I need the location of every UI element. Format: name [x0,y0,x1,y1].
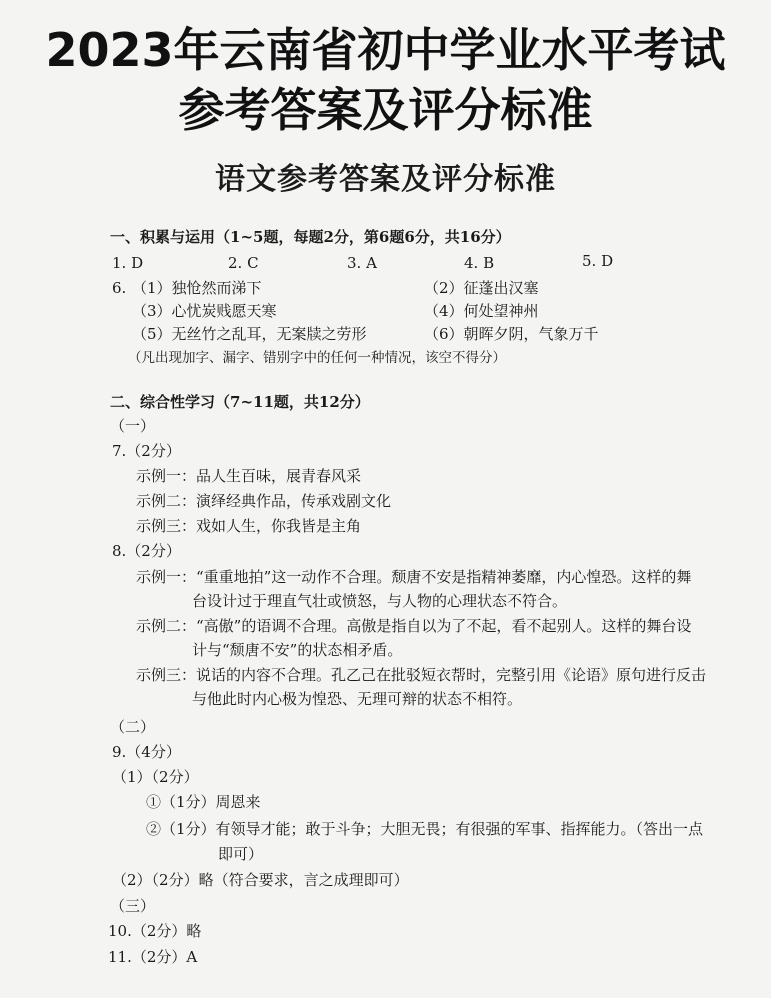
q8-label: 8.（2分） [112,542,181,560]
q6-scoring-note: （凡出现加字、漏字、错别字中的任何一种情况，该空不得分） [128,350,506,366]
q6-number: 6. [112,279,127,297]
q9-sub2-answer: （2）（2分）略（符合要求，言之成理即可） [112,871,409,889]
q11-answer: 11.（2分）A [108,948,198,966]
q9-label: 9.（4分） [112,743,181,761]
q8-example-2-line1: 示例二：“高傲”的语调不合理。高傲是指自以为了不起，看不起别人。这样的舞台设 [136,617,692,635]
section1-heading: 一、积累与运用（1~5题，每题2分，第6题6分，共16分） [110,228,511,246]
main-title-line1: 2023年云南省初中学业水平考试 [45,23,726,77]
part-2-label: （二） [110,718,156,736]
mc-answer-4: 4. B [464,254,495,272]
q6-item-5: （5）无丝竹之乱耳，无案牍之劳形 [132,325,367,343]
section2-heading: 二、综合性学习（7~11题，共12分） [110,393,370,411]
q8-example-1-line1: 示例一：“重重地拍”这一动作不合理。颓唐不安是指精神萎靡，内心惶恐。这样的舞 [136,568,692,586]
q10-answer: 10.（2分）略 [108,922,202,940]
q6-item-4: （4）何处望神州 [424,302,539,320]
q7-example-1: 示例一：品人生百味，展青春风采 [136,467,362,485]
q7-example-2: 示例二：演绎经典作品，传承戏剧文化 [136,492,392,510]
q6-item-6: （6）朝晖夕阴，气象万千 [424,325,599,343]
subject-subtitle: 语文参考答案及评分标准 [215,162,556,197]
mc-answer-2: 2. C [228,254,259,272]
mc-answer-5: 5. D [582,252,614,270]
mc-answer-3: 3. A [347,254,377,272]
q7-example-3: 示例三：戏如人生，你我皆是主角 [136,517,362,535]
part-3-label: （三） [110,897,156,915]
q8-example-3-line1: 示例三：说话的内容不合理。孔乙己在批驳短衣帮时，完整引用《论语》原句进行反击 [136,666,707,684]
q8-example-1-line2: 台设计过于理直气壮或愤怒，与人物的心理状态不符合。 [192,592,568,610]
q6-item-2: （2）征蓬出汉塞 [424,279,539,297]
q9-sub1-answer-b-line2: 即可） [218,845,264,863]
q7-label: 7.（2分） [112,442,181,460]
q6-item-3: （3）心忧炭贱愿天寒 [132,302,277,320]
part-1-label: （一） [110,417,156,435]
q9-sub1-label: （1）（2分） [112,768,199,786]
q6-item-1: （1）独怆然而涕下 [132,279,262,297]
q9-sub1-answer-a: ①（1分）周恩来 [146,793,261,811]
main-title-line2: 参考答案及评分标准 [178,83,593,137]
q9-sub1-answer-b-line1: ②（1分）有领导才能；敢于斗争；大胆无畏；有很强的军事、指挥能力。（答出一点 [146,820,704,838]
q8-example-2-line2: 计与“颓唐不安”的状态相矛盾。 [192,641,403,659]
mc-answer-1: 1. D [112,254,144,272]
q8-example-3-line2: 与他此时内心极为惶恐、无理可辩的状态不相符。 [192,690,523,708]
